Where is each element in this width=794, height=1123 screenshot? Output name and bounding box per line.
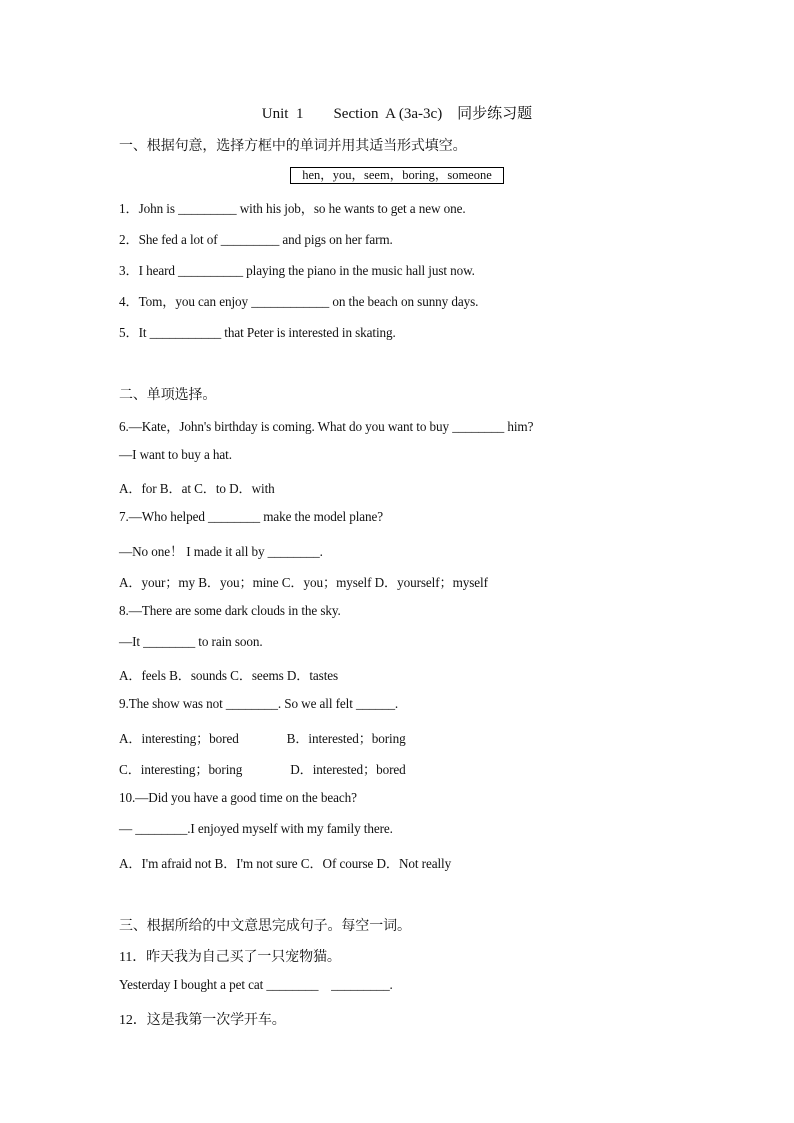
q11-prompt: 11．昨天我为自己买了一只宠物猫。 (119, 950, 341, 965)
q7-stem: 7.—Who helped ________ make the model plane? (119, 509, 384, 524)
q6-reply: —I want to buy a hat. (119, 447, 232, 462)
q9-options-row1: A．interesting；bored B．interested；boring (119, 731, 406, 746)
q11-sentence: Yesterday I bought a pet cat ________ _________. (119, 977, 393, 992)
exercise-item-3: 3．I heard __________ playing the piano in the music hall just now. (119, 263, 475, 278)
section1-heading: 一、根据句意，选择方框中的单词并用其适当形式填空。 (119, 139, 467, 154)
section2-heading: 二、单项选择。 (119, 388, 217, 403)
q10-reply: — ________.I enjoyed myself with my family there. (119, 821, 393, 836)
exercise-item-1: 1．John is _________ with his job，so he wants to get a new one. (119, 201, 466, 216)
exercise-item-2: 2．She fed a lot of _________ and pigs on her farm. (119, 232, 393, 247)
q10-options: A．I'm afraid not B．I'm not sure C．Of course D．Not really (119, 856, 452, 871)
q9-options-row2: C．interesting；boring D．interested；bored (119, 762, 406, 777)
q6-stem: 6.—Kate，John's birthday is coming. What do you want to buy ________ him? (119, 419, 534, 434)
q7-reply: —No one！ I made it all by ________. (119, 544, 323, 559)
q8-stem: 8.—There are some dark clouds in the sky. (119, 603, 341, 618)
q8-reply: —It ________ to rain soon. (119, 634, 263, 649)
q7-options: A．your；my B．you；mine C．you；myself D．yourself；myself (119, 575, 488, 590)
exercise-item-4: 4．Tom，you can enjoy ____________ on the beach on sunny days. (119, 294, 479, 309)
q9-stem: 9.The show was not ________. So we all felt ______. (119, 696, 399, 711)
q8-options: A．feels B．sounds C．seems D．tastes (119, 668, 339, 683)
exercise-item-5: 5．It ___________ that Peter is interested in skating. (119, 325, 396, 340)
q6-options: A．for B．at C．to D．with (119, 481, 275, 496)
q12-prompt: 12．这是我第一次学开车。 (119, 1013, 286, 1028)
section3-heading: 三、根据所给的中文意思完成句子。每空一词。 (119, 919, 411, 934)
word-box: hen，you，seem，boring，someone (290, 167, 504, 184)
page-title: Unit 1 Section A (3a-3c) 同步练习题 (261, 106, 533, 122)
q10-stem: 10.—Did you have a good time on the beach? (119, 790, 357, 805)
